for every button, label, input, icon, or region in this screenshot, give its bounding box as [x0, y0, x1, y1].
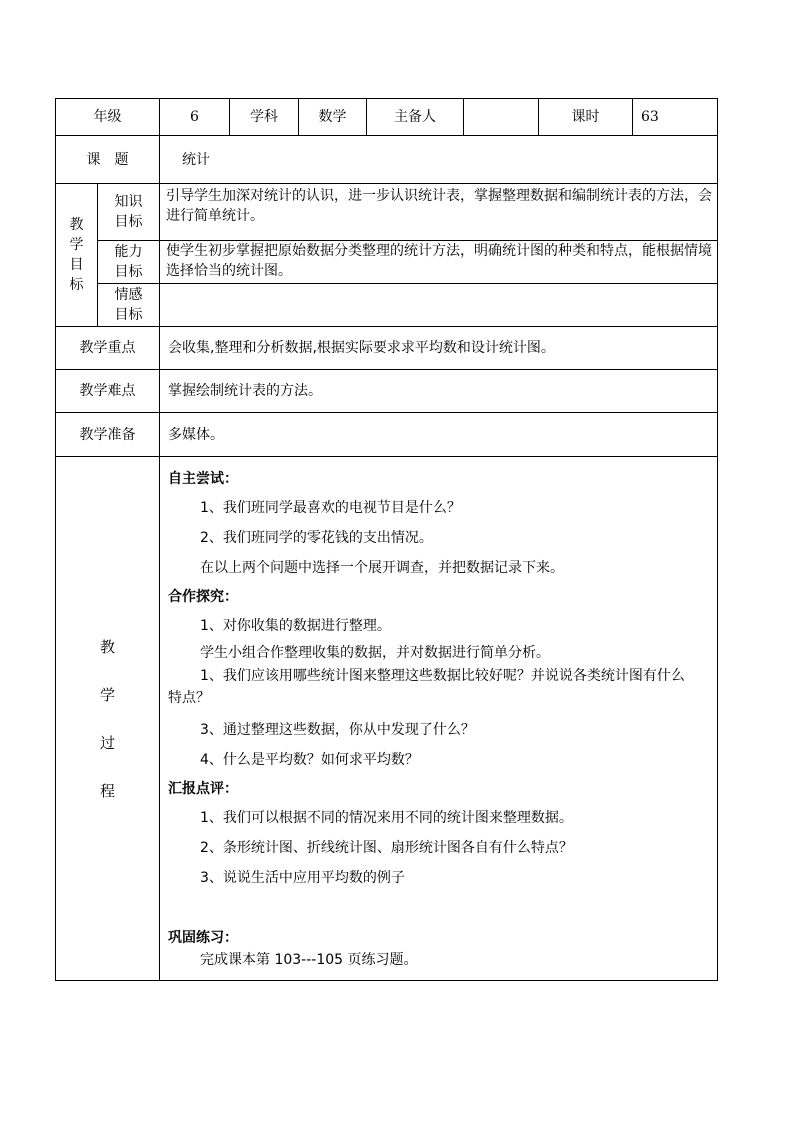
practice-text: 完成课本第 103---105 页练习题。 [200, 952, 418, 968]
period-value: 63 [633, 99, 718, 136]
knowledge-objective-label: 知识 目标 [98, 184, 160, 241]
cooperate-item-3: 1、我们应该用哪些统计图来整理这些数据比较好呢？并说说各类统计图有什么 特点？ [168, 668, 685, 706]
ability-objective-label: 能力 目标 [98, 241, 160, 284]
self-try-heading: 自主尝试： [168, 471, 238, 487]
preparation-text: 多媒体。 [160, 413, 718, 457]
topic-label: 课 题 [56, 136, 160, 184]
cooperate-item-5: 4、什么是平均数？如何求平均数？ [200, 752, 419, 768]
process-label: 教 学 过 程 [99, 637, 115, 800]
preparation-label: 教学准备 [56, 413, 160, 457]
process-label-cell [56, 457, 160, 981]
spacer [168, 893, 709, 927]
objective-ability-row [56, 241, 718, 284]
report-item-1: 1、我们可以根据不同的情况来用不同的统计图来整理数据。 [200, 810, 573, 826]
key-point-label: 教学重点 [56, 327, 160, 370]
difficulty-row [56, 370, 718, 413]
lesson-plan-table [55, 98, 718, 981]
report-item-2: 2、条形统计图、折线统计图、扇形统计图各自有什么特点？ [200, 840, 573, 856]
cooperate-item-2: 学生小组合作整理收集的数据，并对数据进行简单分析。 [200, 645, 550, 661]
subject-label: 学科 [230, 99, 299, 136]
difficulty-label: 教学难点 [56, 370, 160, 413]
topic-row [56, 136, 718, 184]
practice-heading: 巩固练习： [168, 930, 238, 946]
period-label: 课时 [539, 99, 633, 136]
cooperate-item-4: 3、通过整理这些数据，你从中发现了什么？ [200, 722, 475, 738]
cooperate-item-1: 1、对你收集的数据进行整理。 [200, 618, 391, 634]
difficulty-text: 掌握绘制统计表的方法。 [160, 370, 718, 413]
subject-value: 数学 [299, 99, 367, 136]
self-try-item-2: 2、我们班同学的零花钱的支出情况。 [200, 530, 433, 546]
emotion-objective-text [160, 284, 718, 327]
report-heading: 汇报点评： [168, 781, 238, 797]
ability-objective-text: 使学生初步掌握把原始数据分类整理的统计方法，明确统计图的种类和特点，能根据情境选择恰当的统计图。 [160, 241, 718, 284]
cooperate-heading: 合作探究： [168, 589, 238, 605]
grade-value: 6 [160, 99, 230, 136]
process-body [160, 457, 718, 981]
objective-emotion-row [56, 284, 718, 327]
preparer-value [464, 99, 539, 136]
self-try-item-3: 在以上两个问题中选择一个展开调查，并把数据记录下来。 [200, 560, 564, 576]
header-row [56, 99, 718, 136]
preparation-row [56, 413, 718, 457]
knowledge-objective-text: 引导学生加深对统计的认识，进一步认识统计表，掌握整理数据和编制统计表的方法，会进行简单统计。 [160, 184, 718, 241]
topic-value: 统计 [160, 136, 718, 184]
objectives-label: 教 学 目 标 [56, 184, 98, 327]
objective-knowledge-row [56, 184, 718, 241]
grade-label: 年级 [56, 99, 160, 136]
key-point-text: 会收集,整理和分析数据,根据实际要求求平均数和设计统计图。 [160, 327, 718, 370]
key-point-row [56, 327, 718, 370]
emotion-objective-label: 情感 目标 [98, 284, 160, 327]
preparer-label: 主备人 [367, 99, 464, 136]
report-item-3: 3、说说生活中应用平均数的例子 [200, 870, 405, 886]
self-try-item-1: 1、我们班同学最喜欢的电视节目是什么？ [200, 500, 461, 516]
process-row [56, 457, 718, 981]
